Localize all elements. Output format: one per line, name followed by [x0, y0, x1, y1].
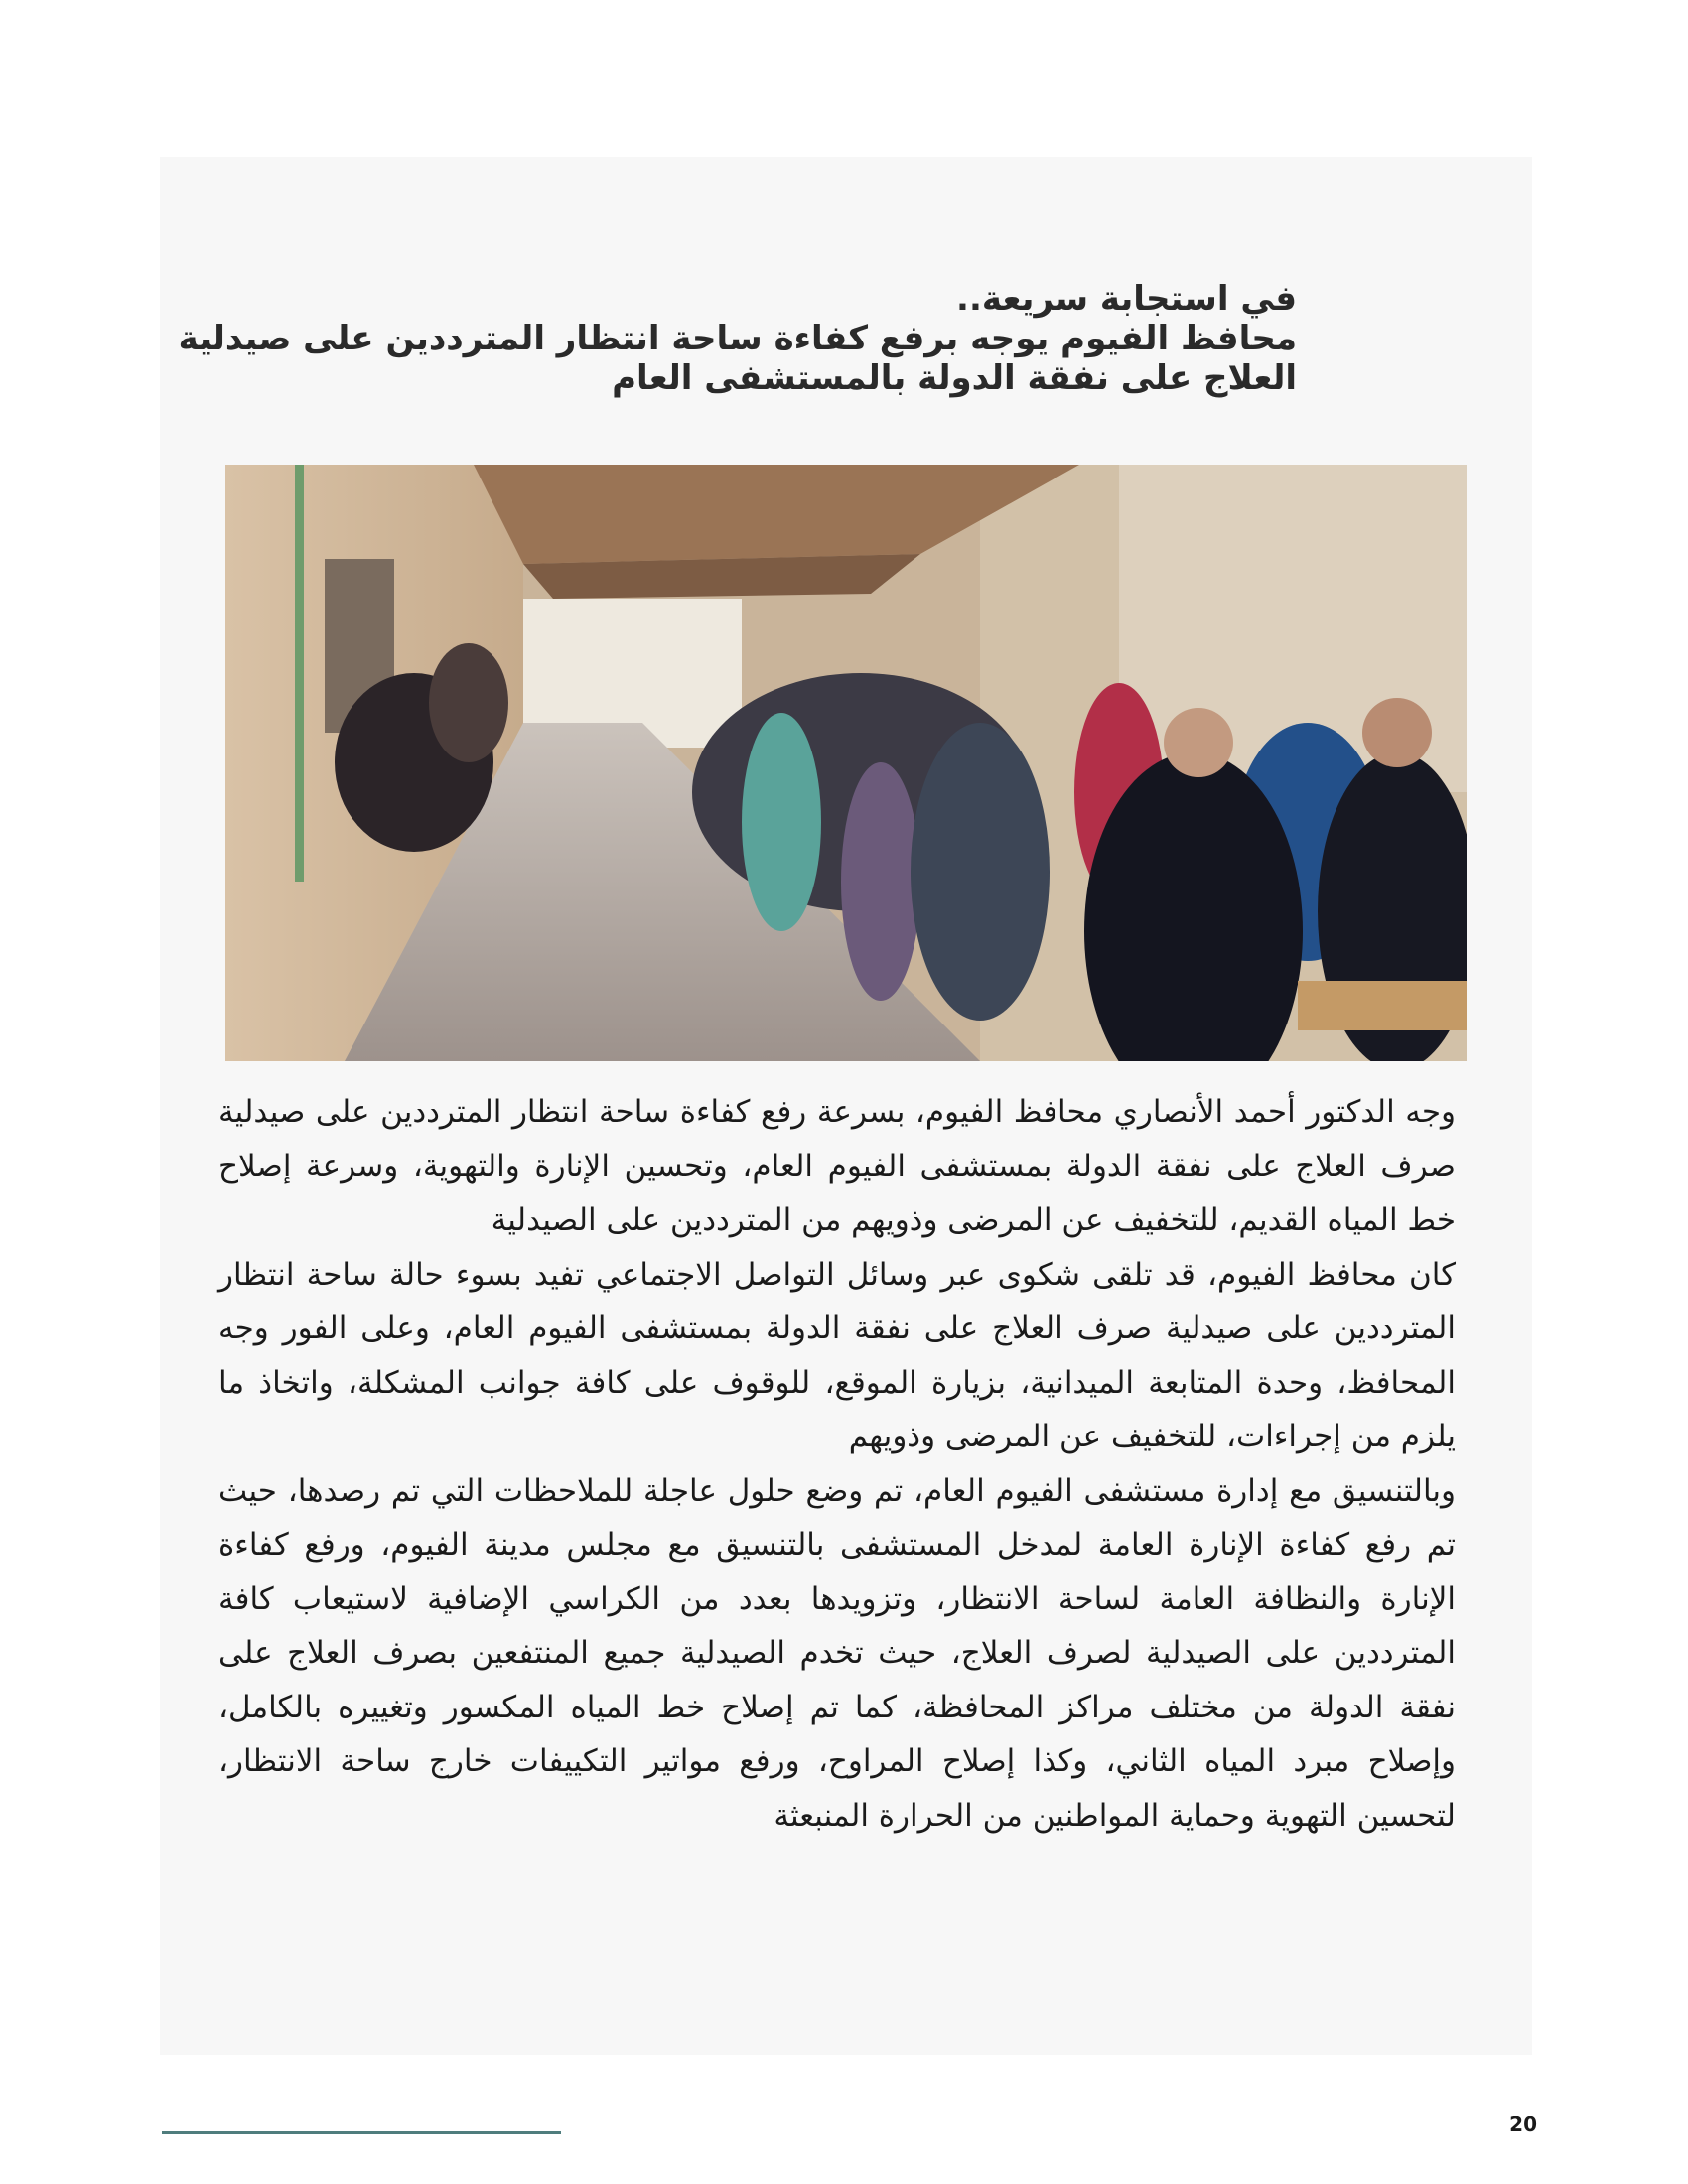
paragraph-1: وجه الدكتور أحمد الأنصاري محافظ الفيوم، بسرعة رفع كفاءة ساحة انتظار المترددين على صيدلية صرف العلاج على نفقة الدولة بمستشفى الفيوم العام، وتحسين الإنارة والتهوية، وسرعة إصلاح خط المياه القديم، للتخفيف عن المرضى وذويهم من المترددين على الصيدلية — [218, 1094, 1456, 1238]
paragraph-3: وبالتنسيق مع إدارة مستشفى الفيوم العام، تم وضع حلول عاجلة للملاحظات التي تم رصدها، حيث تم رفع كفاءة الإنارة العامة لمدخل المستشفى بالتنسيق مع مجلس مدينة الفيوم، ورفع كفاءة الإنارة والنظافة العامة لساحة الانتظار، وتزويدها بعدد من الكراسي الإضافية لاستيعاب كافة المترددين على الصيدلية لصرف العلاج، حيث تخدم الصيدلية جميع المنتفعين بصرف العلاج على نفقة الدولة من مختلف مراكز المحافظة، كما تم إصلاح خط المياه المكسور وتغييره بالكامل، وإصلاح مبرد المياه الثاني، وكذا إصلاح المراوح، ورفع مواتير التكييفات خارج ساحة الانتظار، لتحسين التهوية وحماية المواطنين من الحرارة المنبعثة — [218, 1472, 1456, 1834]
photo-person-grey — [911, 723, 1050, 1021]
article-photo — [225, 465, 1467, 1061]
paragraph-2: كان محافظ الفيوم، قد تلقى شكوى عبر وسائل التواصل الاجتماعي تفيد بسوء حالة ساحة انتظار المترددين على صيدلية صرف العلاج على نفقة الدولة بمستشفى الفيوم العام، وعلى الفور وجه المحافظ، وحدة المتابعة الميدانية، بزيارة الموقع، للوقوف على كافة جوانب المشكلة، واتخاذ ما يلزم من إجراءات، للتخفيف عن المرضى وذويهم — [218, 1256, 1456, 1454]
article-card — [160, 157, 1532, 2055]
photo-face-1 — [1164, 708, 1233, 777]
photo-person-purple — [841, 762, 920, 1001]
photo-person-teal — [742, 713, 821, 931]
article-body — [218, 1085, 1456, 1843]
page-number: 20 — [1509, 2113, 1537, 2136]
photo-face-2 — [1362, 698, 1432, 767]
photo-image-icon — [225, 465, 1467, 1061]
title-line-3: العلاج على نفقة الدولة بالمستشفى العام — [612, 358, 1297, 398]
photo-left-crowd-back — [429, 643, 508, 762]
article-title — [105, 279, 1297, 398]
photo-green-pipe — [295, 465, 304, 882]
footer-divider — [162, 2131, 561, 2134]
title-line-1: في استجابة سريعة.. — [956, 279, 1297, 319]
title-line-2: محافظ الفيوم يوجه برفع كفاءة ساحة انتظار المترددين على صيدلية — [178, 319, 1297, 358]
photo-bench — [1298, 981, 1467, 1030]
